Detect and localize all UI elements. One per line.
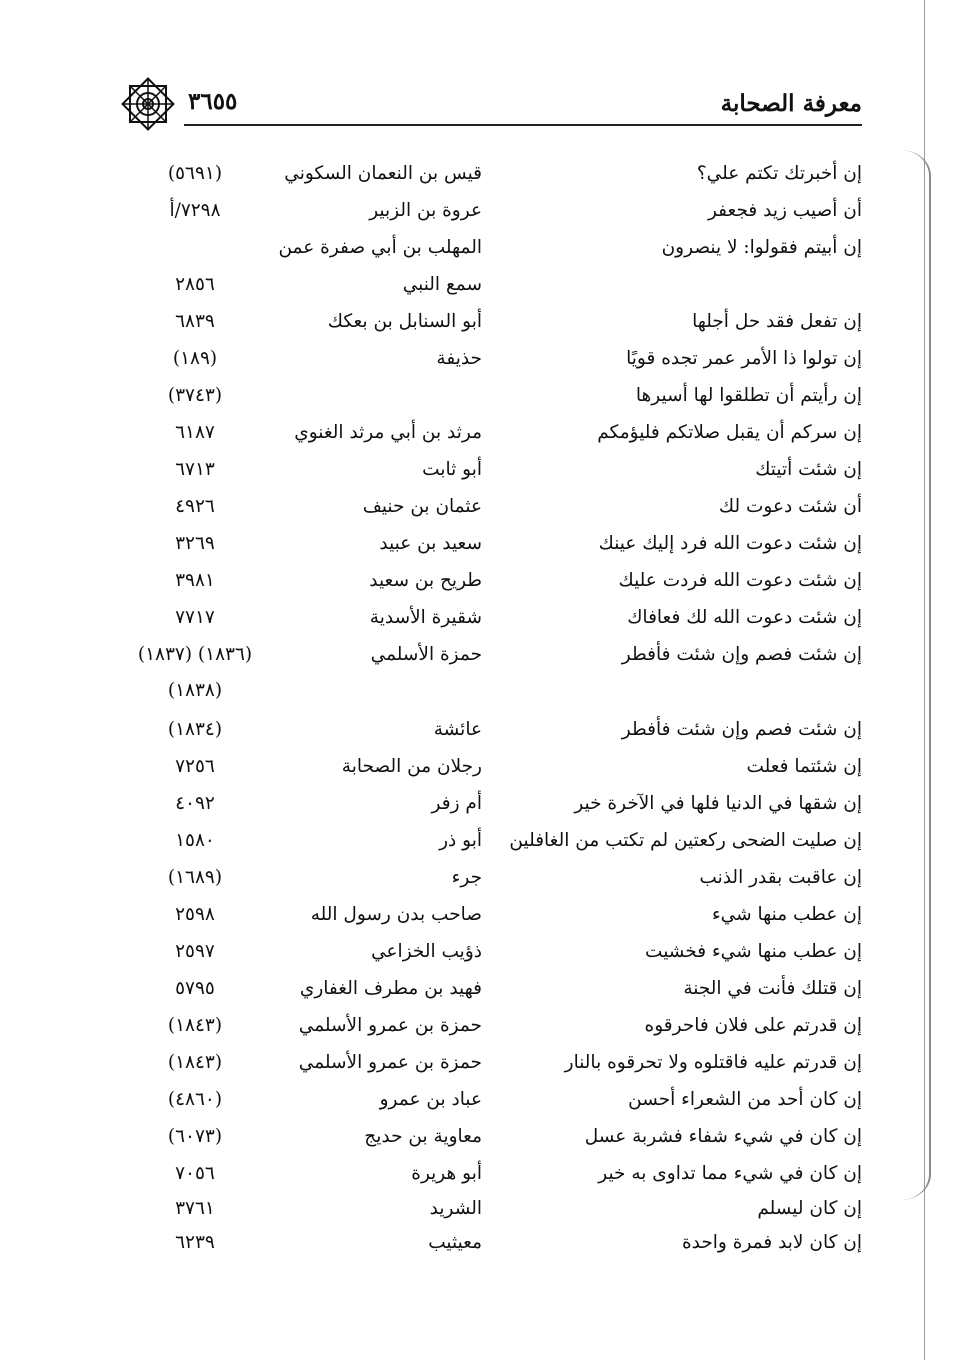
reference-number: ٦٧١٣ [175,459,215,480]
index-row [110,972,862,1006]
narrator-name: معاوية بن حديج [364,1126,482,1147]
reference-number: ٣٩٨١ [175,570,215,591]
narrator-name: رجلان من الصحابة [341,756,482,777]
index-row [110,1157,862,1191]
hadith-phrase: إن عاقبت بقدر الذنب [699,867,862,888]
narrator-name: عباد بن عمرو [379,1089,482,1110]
reference-number: (١٨٤٣) [167,1052,223,1073]
hadith-phrase: إن كان ليسلم [757,1198,862,1219]
reference-number: ٣٢٦٩ [175,533,215,554]
hadith-phrase: إن قدرتم على فلان فاحرقوه [644,1015,862,1036]
index-row [110,379,862,413]
reference-number: (١٨٣٦) (١٨٣٧) [137,644,253,665]
index-row [110,453,862,487]
hadith-phrase: أن أصيب زيد فجعفر [707,200,862,221]
index-row [110,638,862,672]
hadith-phrase: إن شئت فصم وإن شئت فأفطر [621,644,862,665]
index-row [110,1120,862,1154]
reference-number: ١٥٨٠ [175,830,215,851]
narrator-name: جرء [451,867,482,888]
narrator-name: عثمان بن حنيف [362,496,482,517]
index-row [110,231,862,265]
reference-number: ٧٠٥٦ [175,1163,215,1184]
narrator-name: حمزة بن عمرو الأسلمي [298,1015,482,1036]
narrator-name: سعيد بن عبيد [379,533,482,554]
reference-number: ٦٨٣٩ [175,311,215,332]
reference-number: ٦١٨٧ [175,422,215,443]
index-row [110,342,862,376]
narrator-name: معيثيب [428,1232,482,1253]
index-row [110,268,862,302]
narrator-name: عائشة [433,719,482,740]
narrator-name: المهلب بن أبي صفرة عمن [278,237,482,258]
hadith-phrase: إن رأيتم أن تطلقوا لها أسيرها [635,385,862,406]
hadith-phrase: إن شقها في الدنيا فلها في الآخرة خير [574,793,862,814]
page-header [118,74,862,138]
reference-number: ٢٥٩٨ [175,904,215,925]
reference-number: (١٦٨٩) [167,867,223,888]
hadith-phrase: إن شئت فصم وإن شئت فأفطر [621,719,862,740]
hadith-phrase: إن شئت دعوت الله لك فعافاك [627,607,862,628]
index-row [110,898,862,932]
narrator-name: أبو السنابل بن بعكك [327,311,482,332]
hadith-phrase: إن عطب منها شيء [711,904,862,925]
page-number: ٣٦٥٥ [188,88,238,115]
hadith-phrase: إن كان لابد فمرة واحدة [681,1232,862,1253]
reference-number: ٣٧٦١ [175,1198,215,1219]
index-row [110,1009,862,1043]
narrator-name: مرثد بن أبي مرثد الغنوي [294,422,482,443]
reference-number: ٦٢٣٩ [175,1232,215,1253]
hadith-phrase: إن قدرتم عليه فاقتلوه ولا تحرقوه بالنار [564,1052,862,1073]
hadith-phrase: إن سركم أن يقبل صلاتكم فليؤمكم [597,422,862,443]
margin-bracket [899,150,931,1200]
reference-number: ٥٧٩٥ [175,978,215,999]
narrator-name: فهيد بن مطرف الغفاري [299,978,482,999]
hadith-phrase: إن كان في شيء مما تداوى به خير [598,1163,862,1184]
narrator-name: حمزة الأسلمي [370,644,482,665]
hadith-phrase: إن تولوا ذا الأمر عمر تجده قويًا [626,348,862,369]
narrator-name: الشريد [429,1198,482,1219]
hadith-phrase: إن شئت دعوت الله فردت عليك [618,570,862,591]
index-row [110,305,862,339]
hadith-phrase: إن شئت دعوت الله فرد إليك عينك [598,533,862,554]
narrator-name: ذؤيب الخزاعي [371,941,482,962]
index-row [110,1226,862,1260]
index-row [110,1083,862,1117]
narrator-name: طريح بن سعيد [369,570,482,591]
narrator-name: صاحب بدن رسول الله [310,904,482,925]
index-row [110,935,862,969]
index-row [110,490,862,524]
reference-number: (١٨٤٣) [167,1015,223,1036]
index-row [110,824,862,858]
reference-number: ٤٠٩٢ [175,793,215,814]
reference-number: (١٨٣٨) [167,680,223,701]
reference-number: (١٨٩) [172,348,218,369]
index-row [110,194,862,228]
reference-number: (١٨٣٤) [167,719,223,740]
index-row [110,1192,862,1226]
index-row [110,750,862,784]
index-row [110,416,862,450]
index-row [110,713,862,747]
hadith-phrase: إن شئت أتيتك [755,459,862,480]
index-row [110,1046,862,1080]
index-row [110,564,862,598]
header-rule [184,124,862,126]
narrator-name: حمزة بن عمرو الأسلمي [298,1052,482,1073]
reference-number: (٦٠٧٣) [167,1126,223,1147]
narrator-name: شقيرة الأسدية [369,607,482,628]
hadith-phrase: إن صليت الضحى ركعتين لم تكتب من الغافلين [509,830,862,851]
star-ornament-icon [118,74,178,134]
hadith-phrase: إن عطب منها شيء فخشيت [645,941,862,962]
narrator-name: أبو هريرة [411,1163,482,1184]
reference-number: ٢٥٩٧ [175,941,215,962]
narrator-name: أبو ثابت [422,459,482,480]
narrator-name: عروة بن الزبير [369,200,482,221]
page-title: معرفة الصحابة [720,90,862,117]
reference-number: (٥٦٩١) [167,163,223,184]
reference-number: ٢٨٥٦ [175,274,215,295]
reference-number: ٤٩٢٦ [175,496,215,517]
reference-number: ٧٢٩٨/أ [169,200,221,221]
reference-number: (٤٨٦٠) [167,1089,223,1110]
hadith-phrase: إن أخبرتك تكتم علي؟ [696,163,862,184]
hadith-phrase: إن كان أحد من الشعراء أحسن [628,1089,862,1110]
reference-number: ٧٢٥٦ [175,756,215,777]
reference-number: ٧٧١٧ [175,607,215,628]
narrator-name: أم زفر [431,793,482,814]
narrator-name: سمع النبي [402,274,482,295]
index-row [110,674,862,708]
index-row [110,601,862,635]
index-row [110,861,862,895]
narrator-name: أبو ذر [439,830,482,851]
hadith-phrase: إن كان في شيء شفاء فشربة عسل [584,1126,862,1147]
narrator-name: حذيفة [436,348,482,369]
index-row [110,157,862,191]
reference-number: (٣٧٤٣) [167,385,223,406]
hadith-phrase: أن شئت دعوت لك [718,496,862,517]
hadith-phrase: إن أبيتم فقولوا: لا ينصرون [661,237,862,258]
index-row [110,527,862,561]
hadith-phrase: إن تفعل فقد حل أجلها [692,311,862,332]
hadith-phrase: إن شئتما فعلت [746,756,862,777]
index-row [110,787,862,821]
narrator-name: قيس بن النعمان السكوني [284,163,482,184]
hadith-phrase: إن قتلك فأنت في الجنة [683,978,862,999]
